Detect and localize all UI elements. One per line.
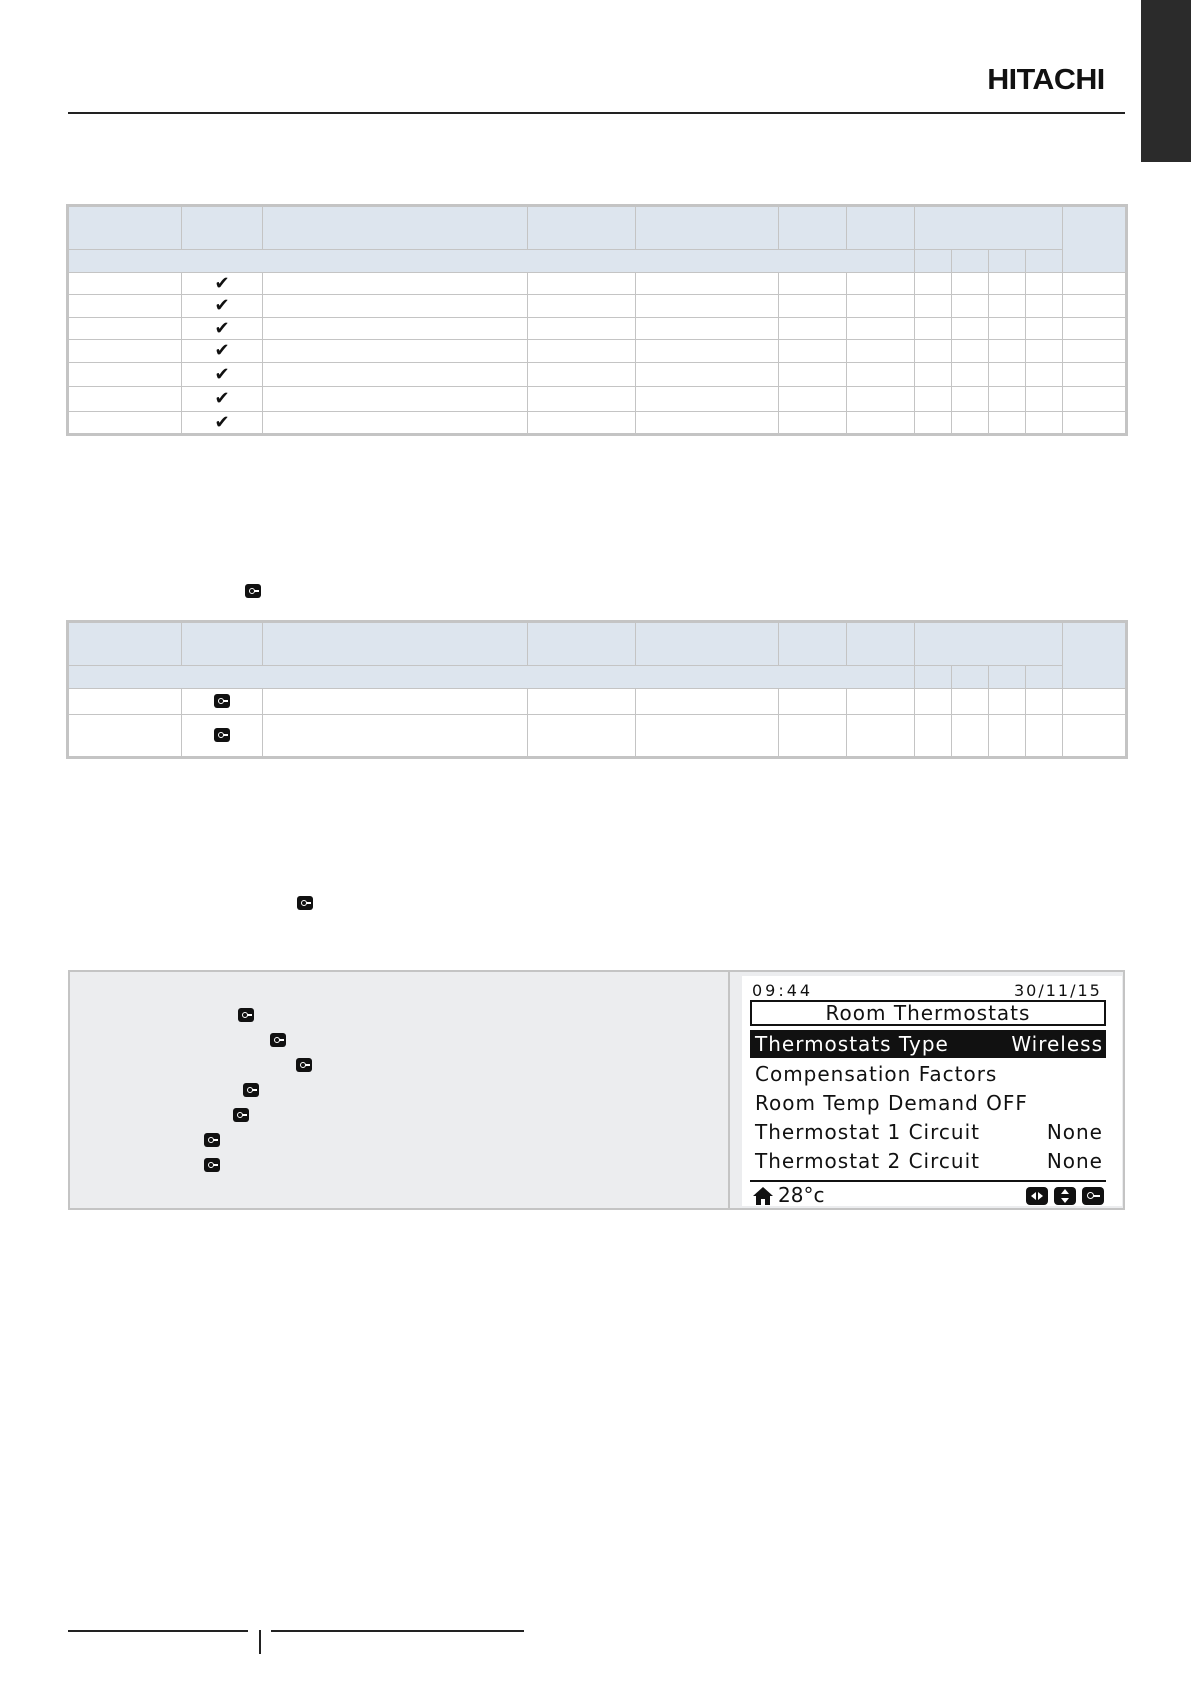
table-cell [263, 363, 528, 387]
table-cell [1026, 273, 1063, 295]
table-cell [915, 387, 952, 412]
key-icon [296, 1058, 312, 1072]
left-right-arrows-icon[interactable] [1026, 1187, 1048, 1205]
lcd-menu-label: Thermostats Type [755, 1032, 949, 1056]
table-cell [952, 273, 989, 295]
side-tab [1141, 0, 1191, 162]
table-cell [1063, 387, 1126, 412]
table-row [69, 689, 1126, 715]
table-cell [779, 689, 847, 715]
table-row [69, 295, 1126, 318]
table-cell [636, 295, 779, 318]
table-cell [779, 295, 847, 318]
header-rule [68, 112, 1125, 114]
table-cell [182, 387, 263, 412]
table-cell [69, 715, 182, 757]
table-cell [69, 340, 182, 363]
lcd-date: 30/11/15 [1014, 981, 1102, 1000]
key-icon [245, 584, 261, 598]
lcd-menu-value: None [1046, 1120, 1103, 1144]
table-cell [915, 363, 952, 387]
table-cell [636, 387, 779, 412]
table-cell [182, 715, 263, 757]
table-cell [182, 412, 263, 434]
table-cell [989, 318, 1026, 340]
lcd-menu-item-thermostats-type[interactable] [750, 1030, 1106, 1058]
table-cell [528, 363, 636, 387]
home-icon [752, 1186, 774, 1206]
table-cell [915, 689, 952, 715]
table-cell [263, 412, 528, 434]
table-cell [1026, 363, 1063, 387]
lcd-nav-icons [1026, 1187, 1104, 1205]
table-cell [263, 387, 528, 412]
table-cell [69, 318, 182, 340]
check-icon: ✔ [214, 295, 230, 315]
lcd-example-panel [68, 970, 1125, 1210]
table-cell [847, 689, 915, 715]
parameter-table-1 [68, 206, 1126, 434]
table-header-row [69, 623, 1126, 666]
table-cell [636, 340, 779, 363]
lcd-screen [742, 976, 1122, 1206]
table-cell [952, 340, 989, 363]
table-cell [952, 412, 989, 434]
table-cell [182, 318, 263, 340]
table-cell [636, 363, 779, 387]
check-icon: ✔ [214, 411, 230, 432]
footer-divider [259, 1630, 261, 1654]
table-cell [528, 340, 636, 363]
table-row [69, 340, 1126, 363]
table-row [69, 387, 1126, 412]
table-cell [263, 273, 528, 295]
table-cell [528, 689, 636, 715]
table-cell [263, 689, 528, 715]
table-cell [182, 340, 263, 363]
table-cell [989, 715, 1026, 757]
lcd-menu-item-thermostat-1-circuit[interactable] [750, 1118, 1106, 1146]
key-icon [233, 1108, 249, 1122]
table-cell [1063, 689, 1126, 715]
table-cell [263, 340, 528, 363]
table-cell [69, 363, 182, 387]
table-cell [69, 412, 182, 434]
table-cell [1063, 715, 1126, 757]
lcd-menu-label: Thermostat 2 Circuit [755, 1149, 980, 1173]
table-cell [1063, 340, 1126, 363]
table-cell [1063, 295, 1126, 318]
table-cell [636, 689, 779, 715]
check-icon: ✔ [214, 363, 230, 384]
table-cell [1026, 295, 1063, 318]
table-cell [1026, 318, 1063, 340]
table-cell [779, 715, 847, 757]
table-subheader-row [69, 666, 1126, 689]
table-cell [263, 715, 528, 757]
lcd-menu-item-room-temp-demand[interactable] [750, 1089, 1106, 1117]
check-icon: ✔ [214, 272, 230, 293]
table-cell [915, 340, 952, 363]
key-icon [238, 1008, 254, 1022]
lcd-menu-item-compensation-factors[interactable] [750, 1060, 1106, 1088]
table-cell [847, 318, 915, 340]
hitachi-logo: HITACHI [987, 64, 1105, 96]
check-icon: ✔ [214, 317, 230, 338]
table-cell [69, 273, 182, 295]
table-cell [182, 295, 263, 318]
table-cell [1063, 412, 1126, 434]
table-cell [847, 715, 915, 757]
table-cell [528, 715, 636, 757]
table-cell [779, 412, 847, 434]
table-cell [779, 318, 847, 340]
table-cell [779, 273, 847, 295]
table-cell [182, 689, 263, 715]
panel-divider [728, 972, 730, 1208]
key-icon [214, 728, 230, 742]
table-cell [915, 295, 952, 318]
lcd-menu-value: Wireless [1011, 1032, 1103, 1056]
table-cell [528, 295, 636, 318]
table-cell [915, 715, 952, 757]
table-cell [915, 273, 952, 295]
table-cell [989, 340, 1026, 363]
check-icon: ✔ [214, 340, 230, 360]
table-cell [847, 273, 915, 295]
check-icon: ✔ [214, 388, 230, 408]
table-cell [636, 318, 779, 340]
table-cell [847, 295, 915, 318]
table-cell [182, 273, 263, 295]
table-cell [952, 689, 989, 715]
table-cell [1063, 318, 1126, 340]
table-cell [952, 363, 989, 387]
footer-rule [68, 1630, 248, 1632]
table-cell [952, 318, 989, 340]
table-row [69, 363, 1126, 387]
lcd-menu-label: Compensation Factors [755, 1062, 998, 1086]
key-icon [270, 1033, 286, 1047]
lcd-footer [750, 1184, 1106, 1206]
table-cell [989, 273, 1026, 295]
table-row [69, 715, 1126, 757]
table-cell [1026, 715, 1063, 757]
key-icon [243, 1083, 259, 1097]
key-icon[interactable] [1082, 1187, 1104, 1205]
parameter-table-2 [68, 622, 1126, 757]
table-cell [528, 412, 636, 434]
table-cell [1026, 689, 1063, 715]
up-down-arrows-icon[interactable] [1054, 1187, 1076, 1205]
table-cell [636, 273, 779, 295]
key-icon [204, 1158, 220, 1172]
table-cell [1026, 340, 1063, 363]
table-cell [1026, 412, 1063, 434]
table-cell [69, 295, 182, 318]
table-row [69, 273, 1126, 295]
table-row [69, 318, 1126, 340]
table-row [69, 412, 1126, 434]
table-cell [847, 340, 915, 363]
lcd-temperature: 28°c [778, 1183, 825, 1207]
key-icon [204, 1133, 220, 1147]
key-icon [214, 694, 230, 708]
table-cell [182, 363, 263, 387]
table-cell [636, 715, 779, 757]
table-cell [263, 295, 528, 318]
table-cell [847, 363, 915, 387]
table-cell [989, 387, 1026, 412]
table-cell [915, 412, 952, 434]
table-cell [779, 363, 847, 387]
table-cell [847, 387, 915, 412]
lcd-menu-label: Thermostat 1 Circuit [755, 1120, 980, 1144]
table-cell [263, 318, 528, 340]
table-cell [528, 273, 636, 295]
table-header-row [69, 207, 1126, 250]
table-cell [528, 318, 636, 340]
table-cell [952, 387, 989, 412]
table-cell [989, 363, 1026, 387]
lcd-menu-item-thermostat-2-circuit[interactable] [750, 1147, 1106, 1175]
lcd-menu-value: None [1046, 1149, 1103, 1173]
table-cell [779, 387, 847, 412]
key-icon [297, 896, 313, 910]
table-cell [528, 387, 636, 412]
lcd-title: Room Thermostats [750, 1000, 1106, 1026]
table-cell [779, 340, 847, 363]
table-cell [69, 387, 182, 412]
table-cell [915, 318, 952, 340]
table-cell [952, 295, 989, 318]
table-cell [636, 412, 779, 434]
table-cell [952, 715, 989, 757]
table-cell [989, 412, 1026, 434]
table-cell [1063, 273, 1126, 295]
table-cell [989, 689, 1026, 715]
table-cell [69, 689, 182, 715]
table-cell [989, 295, 1026, 318]
footer-rule [271, 1630, 524, 1632]
lcd-time: 09:44 [752, 981, 814, 1000]
table-cell [847, 412, 915, 434]
table-cell [1063, 363, 1126, 387]
table-subheader-row [69, 250, 1126, 273]
lcd-menu-label: Room Temp Demand OFF [755, 1091, 1028, 1115]
table-cell [1026, 387, 1063, 412]
lcd-footer-rule [750, 1180, 1106, 1182]
